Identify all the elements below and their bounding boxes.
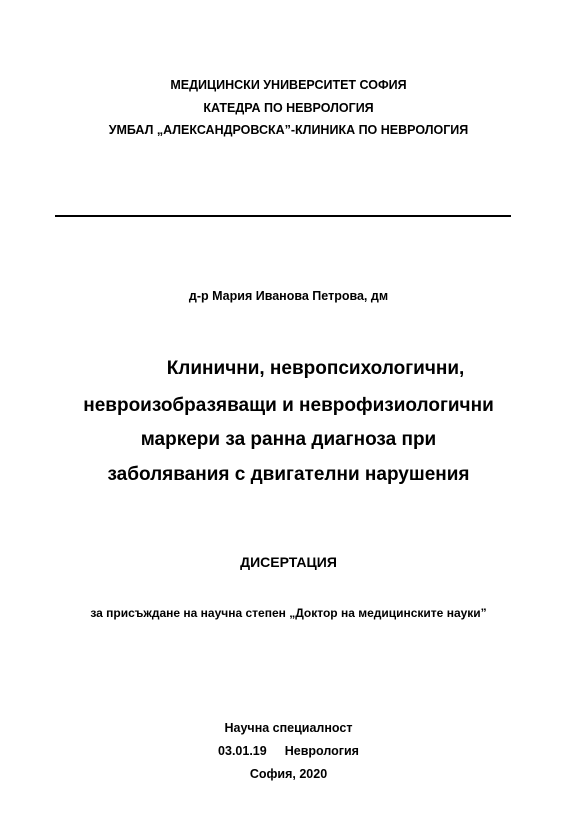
place-year: София, 2020 [249,767,328,781]
university-name: МЕДИЦИНСКИ УНИВЕРСИТЕТ СОФИЯ [170,78,407,92]
horizontal-rule [55,215,511,217]
title-line-2: невроизобразяващи и неврофизиологични [83,395,494,416]
hospital-name: УМБАЛ „АЛЕКСАНДРОВСКА”-КЛИНИКА ПО НЕВРОЛОГИЯ [108,123,469,137]
title-line-1: Клинични, невропсихологични, [166,358,465,379]
author-name: д-р Мария Иванова Петрова, дм [188,289,389,303]
degree-statement: за присъждане на научна степен „Доктор на медицинските науки” [90,606,487,620]
specialty-name: Неврология [284,744,359,758]
title-line-3: маркери за ранна диагноза при [140,429,437,450]
title-line-4: заболявания с двигателни нарушения [107,464,470,485]
specialty-row [0,744,577,759]
department-name: КАТЕДРА ПО НЕВРОЛОГИЯ [203,101,374,115]
specialty-label: Научна специалност [224,721,353,735]
document-type: ДИСЕРТАЦИЯ [240,554,337,570]
specialty-code: 03.01.19 [218,744,267,758]
